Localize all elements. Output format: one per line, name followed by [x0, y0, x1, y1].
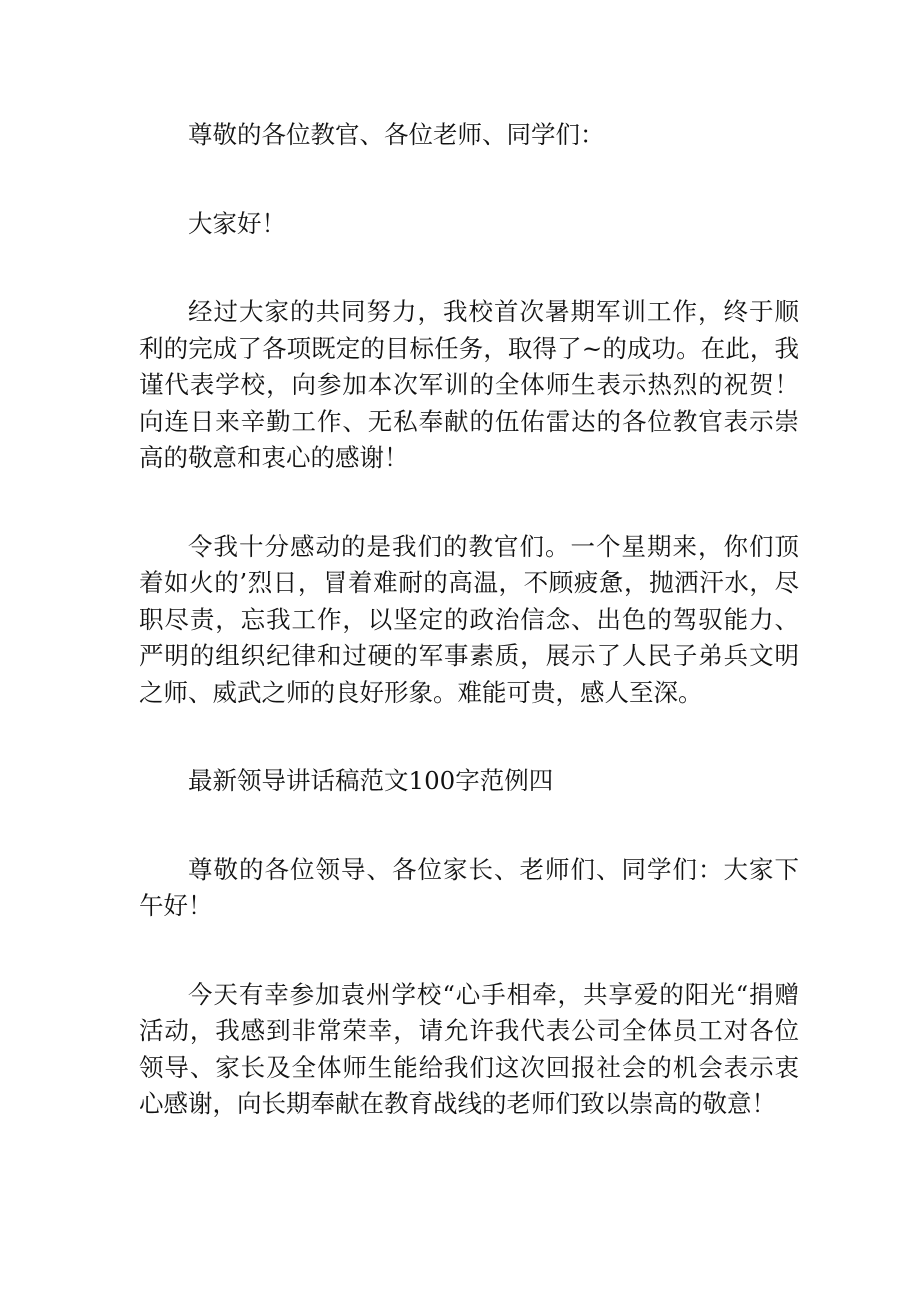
- salutation-paragraph: 尊敬的各位教官、各位老师、同学们：: [188, 120, 605, 149]
- body-paragraph: 今天有幸参加袁州学校“心手相牵，共享爱的阳光“捐赠活动，我感到非常荣幸，请允许我代表公司全体员工对各位领导、家长及全体师生能给我们这次回报社会的机会表示衷心感谢，向长期奉献在教育战线的老师们致以崇高的敬意！: [139, 979, 799, 1118]
- section-heading: 最新领导讲话稿范文100字范例四: [188, 766, 554, 795]
- body-paragraph: 令我十分感动的是我们的教官们。一个星期来，你们顶着如火的’烈日，冒着难耐的高温，不顾疲惫，抛洒汗水，尽职尽责，忘我工作，以坚定的政治信念、出色的驾驭能力、严明的组织纪律和过硬的军事素质，展示了人民子弟兵文明之师、威武之师的良好形象。难能可贵，感人至深。: [139, 531, 799, 707]
- salutation-paragraph: 尊敬的各位领导、各位家长、老师们、同学们：大家下午好！: [139, 854, 799, 920]
- greeting-paragraph: 大家好！: [188, 208, 286, 238]
- body-paragraph: 经过大家的共同努力，我校首次暑期军训工作，终于顺利的完成了各项既定的目标任务，取得了~的成功。在此，我谨代表学校，向参加本次军训的全体师生表示热烈的祝贺！向连日来辛勤工作、无私奉献的伍佑雷达的各位教官表示崇高的敬意和衷心的感谢！: [139, 297, 799, 472]
- document-body: [139, 117, 799, 1175]
